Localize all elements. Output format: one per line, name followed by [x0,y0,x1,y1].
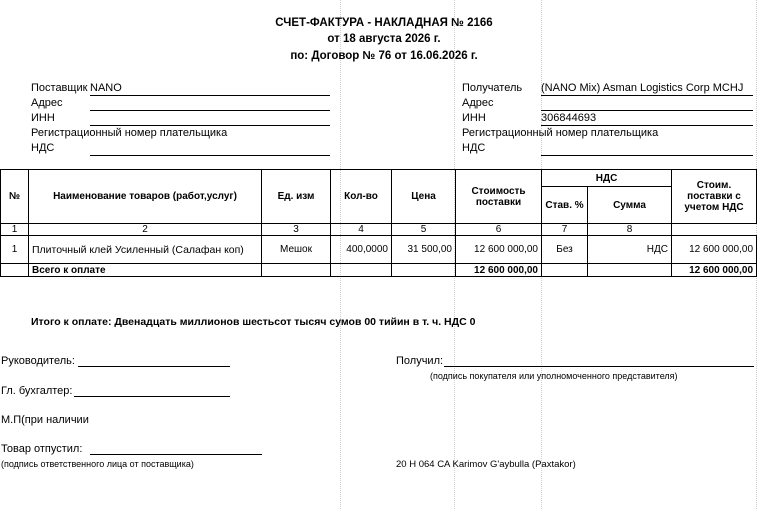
total-empty [588,264,672,277]
col-header-nds: НДС [542,170,672,187]
col-number: 4 [331,224,392,236]
row-sum: НДС [588,236,672,264]
supplier-inn-label: ИНН [31,112,55,124]
col-number: 5 [392,224,456,236]
stamp-label: М.П(при наличии [1,414,89,426]
total-row [1,264,757,277]
total-sum: 12 600 000,00 [672,264,757,277]
col-number: 3 [262,224,331,236]
row-cost: 12 600 000,00 [456,236,542,264]
payment-summary: Итого к оплате: Двенадцать миллионов шестьсот тысяч сумов 00 тийин в т. ч. НДС 0 [31,316,476,328]
receiver-name-line [541,95,753,96]
col-header-price: Цена [392,170,456,224]
col-header-qty: Кол-во [331,170,392,224]
receiver-reg-label: Регистрационный номер плательщика [462,127,659,139]
invoice-title: СЧЕТ-ФАКТУРА - НАКЛАДНАЯ № 2166 [275,17,493,29]
received-label: Получил: [396,355,444,367]
received-note: (подпись покупателя или уполномоченного представителя) [430,371,678,381]
total-label: Всего к оплате [29,264,262,277]
receiver-inn-value: 306844693 [541,112,597,124]
released-label: Товар отпустил: [1,443,83,455]
released-signature-line [90,454,262,455]
supplier-name-line [90,95,330,96]
col-number: 1 [1,224,29,236]
director-signature-line [78,366,230,367]
col-header-name: Наименование товаров (работ,услуг) [29,170,262,224]
row-name: Плиточный клей Усиленный (Салафан коп) [29,236,262,264]
receiver-nds-label: НДС [462,142,486,154]
col-header-rate: Став. % [542,187,588,224]
total-empty [392,264,456,277]
supplier-reg-label: Регистрационный номер плательщика [31,127,228,139]
total-empty [1,264,29,277]
director-label: Руководитель: [1,355,75,367]
supplier-nds-label: НДС [31,142,55,154]
row-qty: 400,0000 [331,236,392,264]
supplier-name: NANO [90,82,122,94]
col-number: 8 [588,224,672,236]
supplier-nds-line [90,155,330,156]
supplier-label: Поставщик [31,82,88,94]
table-row [1,236,757,264]
receiver-inn-line [541,125,753,126]
accountant-label: Гл. бухгалтер: [1,385,73,397]
receiver-address-line [541,110,753,111]
total-empty [331,264,392,277]
accountant-signature-line [74,396,230,397]
col-header-sum: Сумма [588,187,672,224]
row-price: 31 500,00 [392,236,456,264]
col-number: 7 [542,224,588,236]
total-cost: 12 600 000,00 [456,264,542,277]
received-signature-line [444,366,754,367]
col-number: 2 [29,224,262,236]
invoice-contract: по: Договор № 76 от 16.06.2026 г. [290,50,478,62]
row-rate: Без [542,236,588,264]
col-number: 6 [456,224,542,236]
invoice-table [0,169,757,277]
invoice-date: от 18 августа 2026 г. [327,33,441,45]
receiver-nds-line [541,155,753,156]
supplier-address-line [90,110,330,111]
row-num: 1 [1,236,29,264]
col-header-total: Стоим. поставки с учетом НДС [672,170,757,224]
row-unit: Мешок [262,236,331,264]
supplier-inn-line [90,125,330,126]
col-header-cost: Стоимость поставки [456,170,542,224]
col-header-unit: Ед. изм [262,170,331,224]
receiver-name: (NANO Mix) Asman Logistics Corp MCHJ [541,82,744,94]
supplier-address-label: Адрес [31,97,63,109]
row-total: 12 600 000,00 [672,236,757,264]
total-empty [262,264,331,277]
receiver-inn-label: ИНН [462,112,486,124]
receiver-label: Получатель [462,82,523,94]
released-note: (подпись ответственного лица от поставщика) [1,459,194,469]
receiver-address-label: Адрес [462,97,494,109]
col-header-num: № [1,170,29,224]
total-empty [542,264,588,277]
proxy-info: 20 H 064 CA Karimov G'aybulla (Paxtakor) [396,459,576,470]
